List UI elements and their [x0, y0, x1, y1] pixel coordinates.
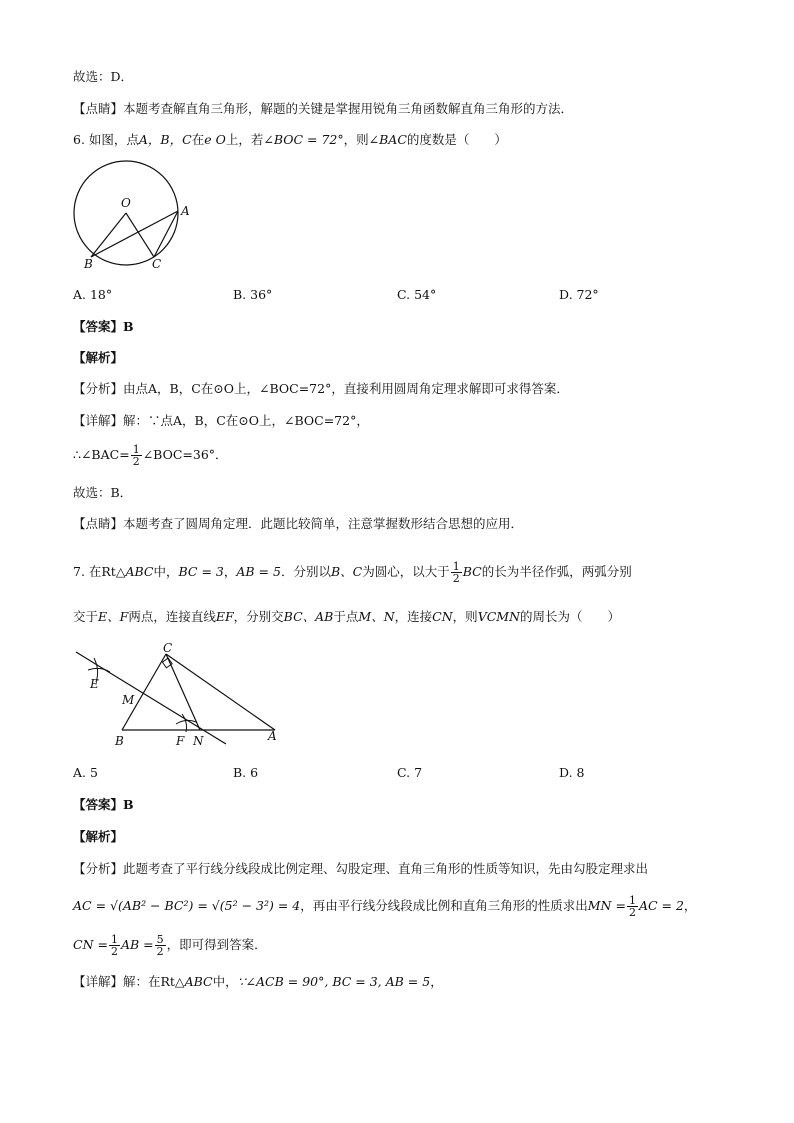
q7-formula-mn: MN =	[587, 898, 626, 913]
q7-text: 7. 在Rt△	[73, 564, 126, 579]
q6-option-d: D. 72°	[559, 287, 599, 302]
q6-stem-text: 上，若	[225, 132, 264, 147]
fraction-numerator: 5	[156, 933, 164, 946]
label-b: B	[115, 734, 124, 748]
q7-option-d: D. 8	[559, 765, 585, 780]
q7-formula-ac: AC = √(AB² − BC²) = √(5² − 3²) = 4	[73, 898, 301, 913]
fraction-denominator: 2	[628, 906, 636, 919]
q7-stem-line2	[73, 608, 620, 626]
q6-analysis-head: 【解析】	[73, 350, 124, 365]
q6-calc-text: ∠BOC=36°．	[142, 447, 228, 462]
q6-stem-text: ，则	[343, 132, 369, 147]
q5-comment: 【点睛】本题考查解直角三角形，解题的关键是掌握用锐角三角函数解直角三角形的方法．	[73, 101, 574, 116]
label-a: A	[268, 729, 277, 743]
q7-fraction	[155, 934, 166, 957]
q7-formula-mn: AC = 2	[638, 898, 684, 913]
q7-math: E、F	[98, 609, 129, 624]
q7-formula-cn-line	[73, 934, 267, 957]
q6-stem-text: 6. 如图，点	[73, 132, 139, 147]
q7-math: BC = 3	[178, 564, 224, 579]
q7-text: ，	[683, 898, 697, 913]
fraction-numerator: 1	[132, 443, 140, 456]
label-n: N	[193, 734, 204, 748]
q7-math: AB = 5	[236, 564, 281, 579]
q7-text: 的周长为（ ）	[520, 609, 621, 624]
q7-text: ，则	[452, 609, 478, 624]
q7-math: B、C	[330, 564, 363, 579]
q7-text: 两点，连接直线	[128, 609, 216, 624]
q6-detail: 【详解】解：∵点A，B，C在⊙O上，∠BOC=72°，	[73, 413, 369, 428]
q6-stem	[73, 131, 507, 149]
q7-formula-cn: AB =	[120, 937, 154, 952]
q6-answer: 【答案】B	[73, 319, 134, 334]
label-e: E	[90, 677, 99, 691]
segment-bc	[122, 654, 166, 730]
q7-text: ，	[223, 564, 237, 579]
q7-text: 【详解】解：在Rt△	[73, 974, 185, 989]
q7-text: ，分别交	[233, 609, 284, 624]
q7-text: 中，	[153, 564, 179, 579]
q7-fraction	[109, 934, 120, 957]
q6-option-c: C. 54°	[397, 287, 437, 302]
fraction-denominator: 2	[110, 945, 118, 958]
q7-math: ∵∠ACB = 90°, BC = 3, AB = 5	[237, 974, 431, 989]
q7-math: VCMN	[477, 609, 521, 624]
label-f: F	[176, 734, 185, 748]
q7-text: 的长为半径作弧，两弧分别	[481, 564, 632, 579]
q7-math: M、N	[358, 609, 395, 624]
q6-option-a: A. 18°	[73, 287, 113, 302]
q6-calc	[73, 444, 228, 467]
q7-math: EF	[215, 609, 234, 624]
segment-oc	[126, 213, 154, 257]
fraction-numerator: 1	[452, 560, 460, 573]
q7-math: BC、AB	[283, 609, 334, 624]
q6-stem-text: 的度数是（ ）	[406, 132, 507, 147]
label-c: C	[163, 641, 173, 655]
q6-comment: 【点睛】本题考查了圆周角定理．此题比较简单，注意掌握数形结合思想的应用．	[73, 516, 524, 531]
q7-text: ，	[430, 974, 443, 989]
q7-math: BC	[462, 564, 482, 579]
segment-ob	[91, 213, 126, 257]
fraction-denominator: 2	[132, 455, 140, 468]
q7-option-c: C. 7	[397, 765, 423, 780]
q6-stem-text: 在	[191, 132, 205, 147]
q7-formula-line	[73, 895, 696, 918]
q6-stem-angle: ∠BOC = 72°	[263, 132, 344, 147]
q7-text: ，连接	[394, 609, 433, 624]
q7-analysis: 【分析】此题考查了平行线分线段成比例定理、勾股定理、直角三角形的性质等知识，先由勾股定理求出	[73, 861, 649, 876]
q7-detail	[73, 973, 443, 991]
q7-text: 于点	[333, 609, 359, 624]
fraction-numerator: 1	[110, 933, 118, 946]
q7-text: ，即可得到答案．	[166, 937, 267, 952]
label-c: C	[152, 257, 162, 271]
q6-option-b: B. 36°	[233, 287, 273, 302]
segment-ba	[91, 211, 178, 257]
q7-text: 交于	[73, 609, 99, 624]
q6-circle-figure	[66, 160, 206, 275]
q6-stem-question: ∠BAC	[368, 132, 407, 147]
label-m: M	[122, 693, 135, 707]
q6-stem-points: A，B，C	[138, 132, 192, 147]
q6-calc-text: ∴∠BAC=	[73, 447, 130, 462]
right-angle-mark	[162, 658, 172, 668]
q7-option-b: B. 6	[233, 765, 259, 780]
q7-fraction	[451, 561, 462, 584]
q7-answer: 【答案】B	[73, 797, 134, 812]
q7-math: ABC	[125, 564, 154, 579]
label-a: A	[181, 204, 190, 218]
arc-f-1	[182, 714, 187, 732]
q6-choice: 故选：B．	[73, 485, 133, 500]
fraction-denominator: 2	[156, 945, 164, 958]
label-o: O	[121, 196, 131, 210]
q7-text: 为圆心，以大于	[362, 564, 450, 579]
q6-analysis: 【分析】由点A，B，C在⊙O上，∠BOC=72°，直接利用圆周角定理求解即可求得答案．	[73, 381, 569, 396]
q7-math: CN	[432, 609, 453, 624]
q7-math: ABC	[184, 974, 213, 989]
q5-choice: 故选：D．	[73, 69, 134, 84]
q7-fraction	[627, 895, 638, 918]
q7-text: ，再由平行线分线段成比例和直角三角形的性质求出	[300, 898, 588, 913]
q7-text: ．分别以	[280, 564, 331, 579]
q7-stem-line1	[73, 561, 632, 584]
q6-stem-circle: e O	[204, 132, 226, 147]
fraction-numerator: 1	[628, 894, 636, 907]
q7-analysis-head: 【解析】	[73, 829, 124, 844]
q7-triangle-figure	[70, 640, 290, 750]
label-b: B	[84, 257, 93, 271]
q7-text: 中，	[212, 974, 238, 989]
fraction-denominator: 2	[452, 572, 460, 585]
q6-calc-fraction	[131, 444, 142, 467]
q7-option-a: A. 5	[73, 765, 98, 780]
q7-formula-cn: CN =	[73, 937, 108, 952]
